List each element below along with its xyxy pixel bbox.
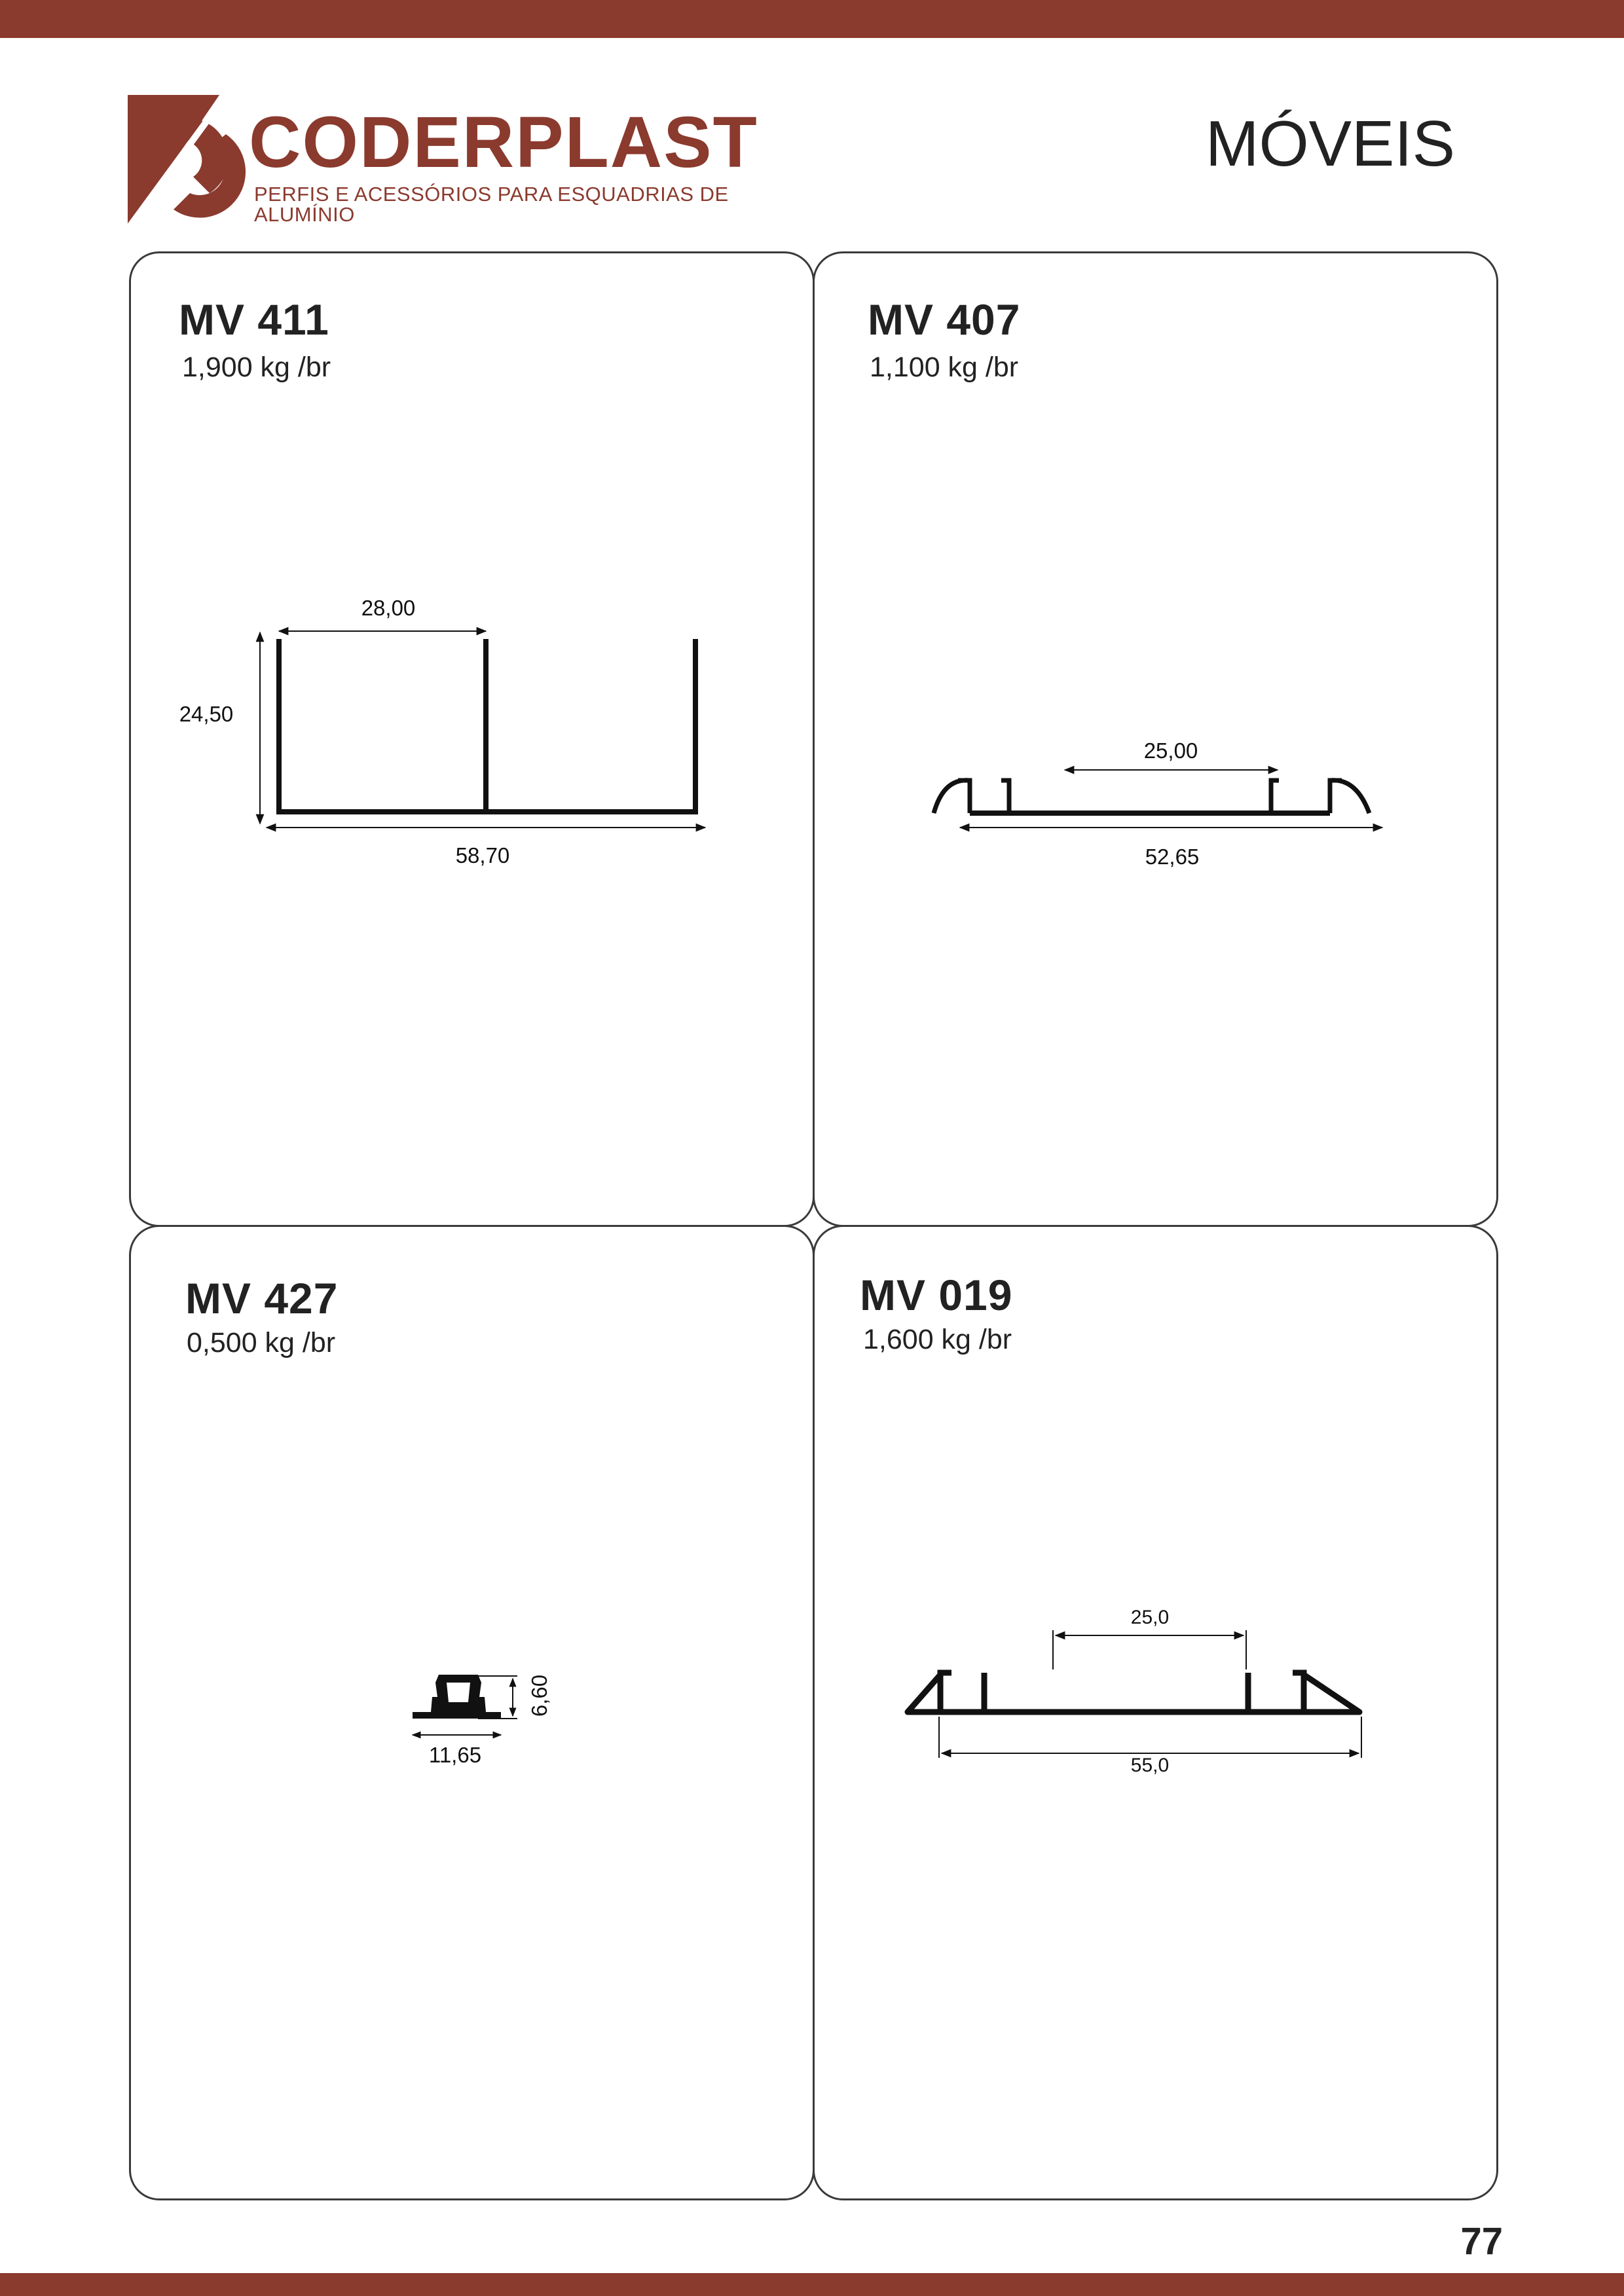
profile-drawing-mv019: [813, 1604, 1498, 1787]
profile-drawing-mv427: [393, 1650, 655, 1774]
dim-width: 55,0: [1130, 1755, 1170, 1776]
dim-width: 11,65: [428, 1743, 482, 1767]
profile-code: MV 019: [860, 1271, 1013, 1319]
coderplast-logo-icon: [128, 95, 232, 236]
profile-weight: 1,600 kg /br: [863, 1324, 1012, 1355]
top-color-band: [0, 0, 1624, 38]
profile-weight: 1,100 kg /br: [870, 352, 1019, 383]
brand-name: CODERPLAST: [249, 102, 758, 183]
page-number: 77: [1460, 2220, 1503, 2263]
profile-weight: 1,900 kg /br: [182, 352, 331, 383]
profile-drawing-mv407: [813, 740, 1498, 903]
profile-code: MV 427: [185, 1274, 339, 1322]
profile-drawing-mv411: [129, 583, 815, 867]
dim-width: 52,65: [1145, 845, 1200, 869]
profile-weight: 0,500 kg /br: [187, 1327, 336, 1358]
dim-height: 24,50: [179, 702, 234, 726]
brand-logo: [128, 95, 758, 236]
bottom-color-band: [0, 2273, 1624, 2296]
dim-height: 6,60: [527, 1674, 551, 1717]
dim-inner: 25,0: [1130, 1607, 1170, 1628]
dim-inner: 25,00: [1143, 738, 1198, 763]
dim-top: 28,00: [361, 596, 416, 620]
section-title: MÓVEIS: [1205, 107, 1455, 179]
brand-tagline: PERFIS E ACESSÓRIOS PARA ESQUADRIAS DE ALUMÍNIO: [254, 183, 729, 226]
dim-width: 58,70: [455, 843, 510, 867]
profile-code: MV 407: [868, 295, 1021, 344]
profile-code: MV 411: [179, 295, 329, 344]
